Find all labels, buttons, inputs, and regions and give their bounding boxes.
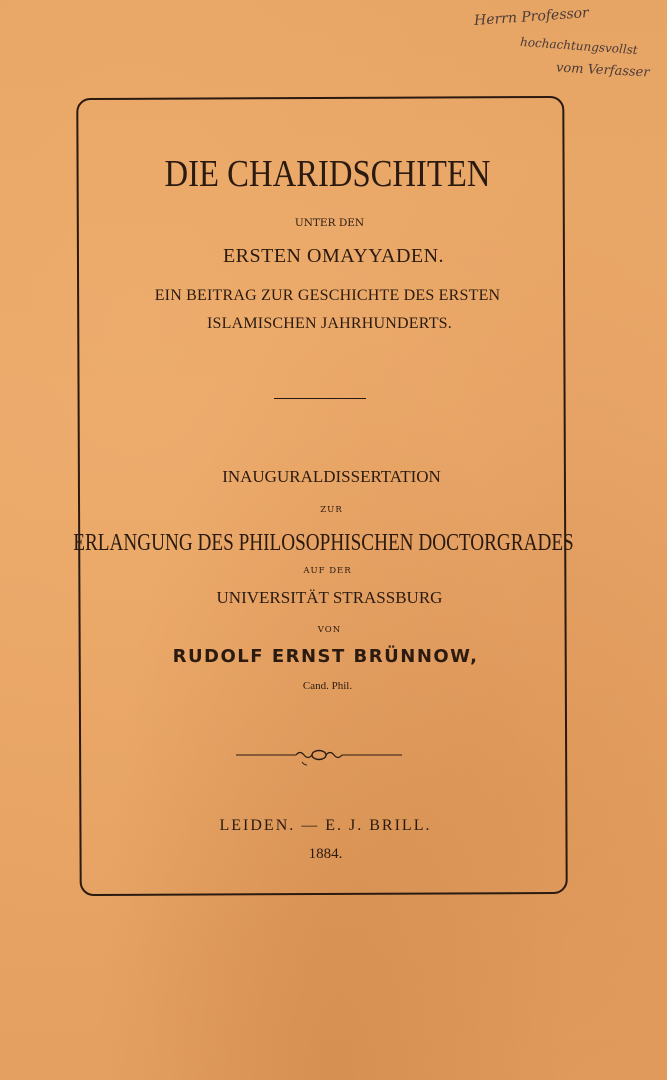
ornament-divider-icon (236, 746, 402, 768)
dedication-line-2: hochachtungsvollst (519, 34, 639, 58)
author-name: RUDOLF ERNST BRÜNNOW, (172, 646, 479, 667)
dissertation-purpose: ERLANGUNG DES PHILOSOPHISCHEN DOCTORGRADES (73, 530, 574, 556)
dissertation-label: INAUGURALDISSERTATION (222, 467, 441, 486)
subtitle-line-2: ISLAMISCHEN JAHRHUNDERTS. (207, 315, 452, 332)
author-degree: Cand. Phil. (302, 680, 353, 692)
imprint-year: 1884. (308, 846, 343, 862)
university-name: UNIVERSITÄT STRASSBURG (216, 588, 443, 607)
auf-der-text: AUF DER (303, 566, 352, 576)
zur-text: ZUR (320, 505, 343, 515)
divider-rule (274, 398, 366, 399)
subtitle-unter-den: UNTER DEN (294, 217, 365, 229)
imprint-place-publisher: LEIDEN. — E. J. BRILL. (219, 817, 432, 834)
book-title: DIE CHARIDSCHITEN (164, 153, 491, 195)
subtitle-line-1: EIN BEITRAG ZUR GESCHICHTE DES ERSTEN (154, 287, 501, 304)
rounded-border-frame (76, 96, 567, 896)
dedication-line-3: vom Verfasser (555, 60, 650, 81)
subtitle-main: ERSTEN OMAYYADEN. (222, 245, 445, 267)
von-text: VON (317, 625, 342, 635)
handwritten-dedication (468, 6, 664, 86)
dedication-line-1: Herrn Professor (473, 5, 590, 29)
